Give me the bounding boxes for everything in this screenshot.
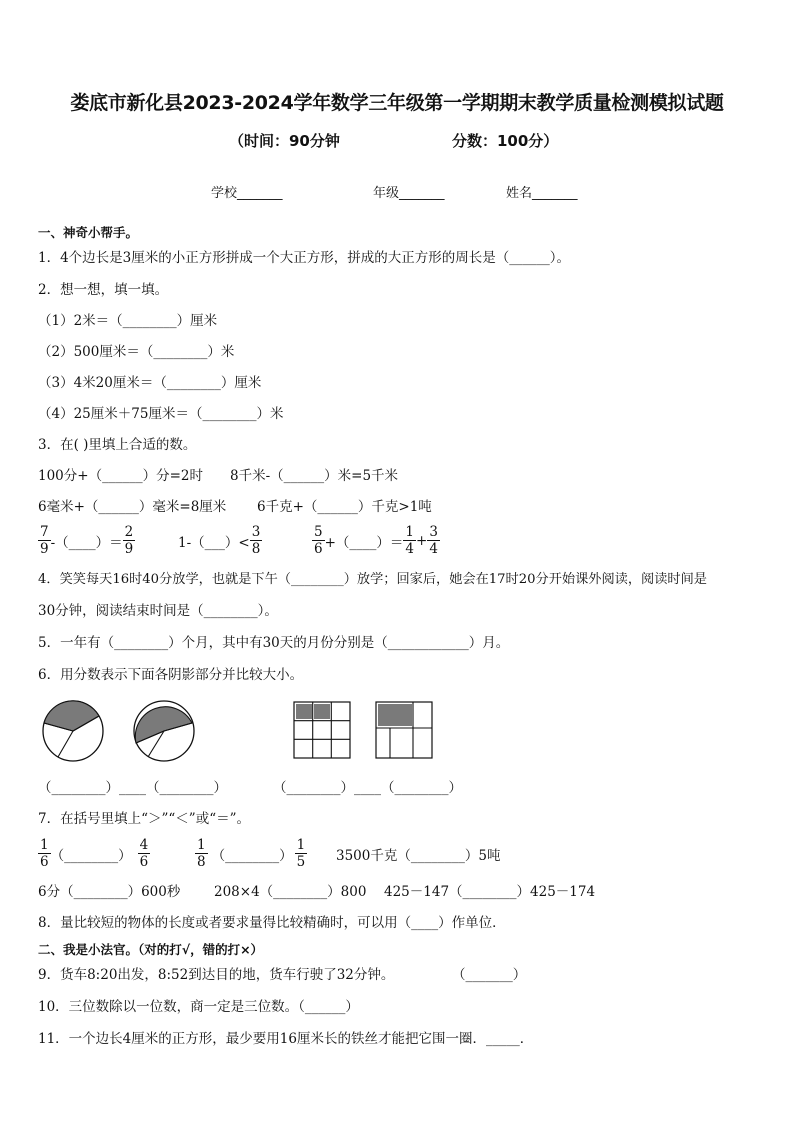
fraction: $\frac{1}{5}$ [296, 837, 306, 870]
fraction: $\frac{3}{4}$ [429, 524, 438, 557]
question-6-blanks-right: （________）____（________） [273, 780, 462, 796]
exam-score: 分数：100分） [452, 132, 559, 150]
fraction: $\frac{3}{8}$ [251, 524, 261, 557]
question-9: 9．货车8:20出发，8:52到达目的地，货车行驶了32分钟。 [38, 967, 395, 983]
fraction: $\frac{1}{4}$ [405, 524, 414, 557]
section-heading-1: 一、神奇小帮手。 [38, 225, 139, 240]
question-2-item-4: （4）25厘米＋75厘米＝（________）米 [38, 406, 284, 422]
question-3-stem: 3．在( )里填上合适的数。 [38, 437, 197, 453]
question-2-item-3: （3）4米20厘米＝（________）厘米 [38, 375, 262, 391]
grade-field[interactable]: 年级_______ [373, 186, 445, 201]
question-8: 8．量比较短的物体的长度或者要求量得比较精确时，可以用（____）作单位． [38, 915, 506, 931]
question-1: 1．4个边长是3厘米的小正方形拼成一个大正方形，拼成的大正方形的周长是（______）。 [38, 250, 571, 266]
question-10: 10．三位数除以一位数，商一定是三位数。（______） [38, 999, 359, 1015]
question-7-compare-6: 425－147（________）425－174 [384, 884, 596, 900]
pie-chart-2 [134, 701, 194, 761]
fraction: $\frac{1}{6}$ [40, 837, 49, 870]
question-3-line2a: 6毫米+（______）毫米=8厘米 [38, 499, 227, 515]
question-2-stem: 2．想一想，填一填。 [38, 282, 169, 298]
grid-figures [290, 700, 440, 762]
question-6-stem: 6．用分数表示下面各阴影部分并比较大小。 [38, 667, 304, 683]
question-4-line1: 4．笑笑每天16时40分放学，也就是下午（________）放学；回家后，她会在17时20分开始课外阅读，阅读时间是 [38, 572, 707, 587]
question-7-compare-4: 6分（________）600秒 [38, 884, 181, 900]
fraction: $\frac{2}{9}$ [124, 524, 134, 557]
question-3-fraction-row-c: $\frac{5}{6}$ +（____）＝ $\frac{1}{4}$ + $\frac{3}{4}$ [314, 524, 438, 557]
question-3-line1a: 100分+（______）分=2时 [38, 468, 203, 484]
question-3-fraction-row-b: 1-（___）< $\frac{3}{8}$ [178, 524, 261, 557]
fraction: $\frac{1}{8}$ [197, 837, 206, 870]
question-2-item-2: （2）500厘米＝（________）米 [38, 344, 235, 360]
question-7-compare-1: $\frac{1}{6}$ （________） $\frac{4}{6}$ [40, 837, 149, 870]
question-7-compare-3: 3500千克（________）5吨 [336, 848, 501, 864]
question-3-fraction-row-a: $\frac{7}{9}$ -（____）＝ $\frac{2}{9}$ [40, 524, 134, 557]
question-7-compare-2: $\frac{1}{8}$ （________） $\frac{1}{5}$ [197, 837, 306, 870]
grid-figure-1 [294, 702, 350, 758]
question-7-stem: 7．在括号里填上“＞”“＜”或“＝”。 [38, 811, 250, 827]
question-6-blanks-left: （________）____（________） [38, 780, 227, 796]
question-4-line2: 30分钟，阅读结束时间是（________）。 [38, 603, 278, 619]
fraction: $\frac{5}{6}$ [314, 524, 323, 557]
school-field[interactable]: 学校_______ [211, 186, 283, 201]
question-7-compare-5: 208×4（________）800 [214, 884, 367, 900]
section-heading-2: 二、我是小法官。（对的打√，错的打×） [38, 942, 264, 957]
grid-figure-2 [376, 702, 432, 758]
question-9-blank: （_______） [452, 967, 527, 983]
question-5: 5．一年有（________）个月，其中有30天的月份分别是（____________）月。 [38, 635, 510, 651]
question-3-line2b: 6千克+（______）千克>1吨 [257, 499, 432, 515]
question-2-item-1: （1）2米＝（________）厘米 [38, 313, 218, 329]
fraction: $\frac{4}{6}$ [139, 837, 149, 870]
name-field[interactable]: 姓名_______ [506, 186, 578, 201]
pie-chart-1 [43, 701, 103, 761]
question-11: 11．一个边长4厘米的正方形，最少要用16厘米长的铁丝才能把它围一圈．_____． [38, 1031, 534, 1047]
question-3-line1b: 8千米-（______）米=5千米 [230, 468, 399, 484]
exam-time: （时间：90分钟 [229, 132, 340, 150]
pie-figures [38, 697, 208, 767]
fraction: $\frac{7}{9}$ [40, 524, 49, 557]
page-title: 娄底市新化县2023-2024学年数学三年级第一学期期末教学质量检测模拟试题 [70, 92, 724, 114]
